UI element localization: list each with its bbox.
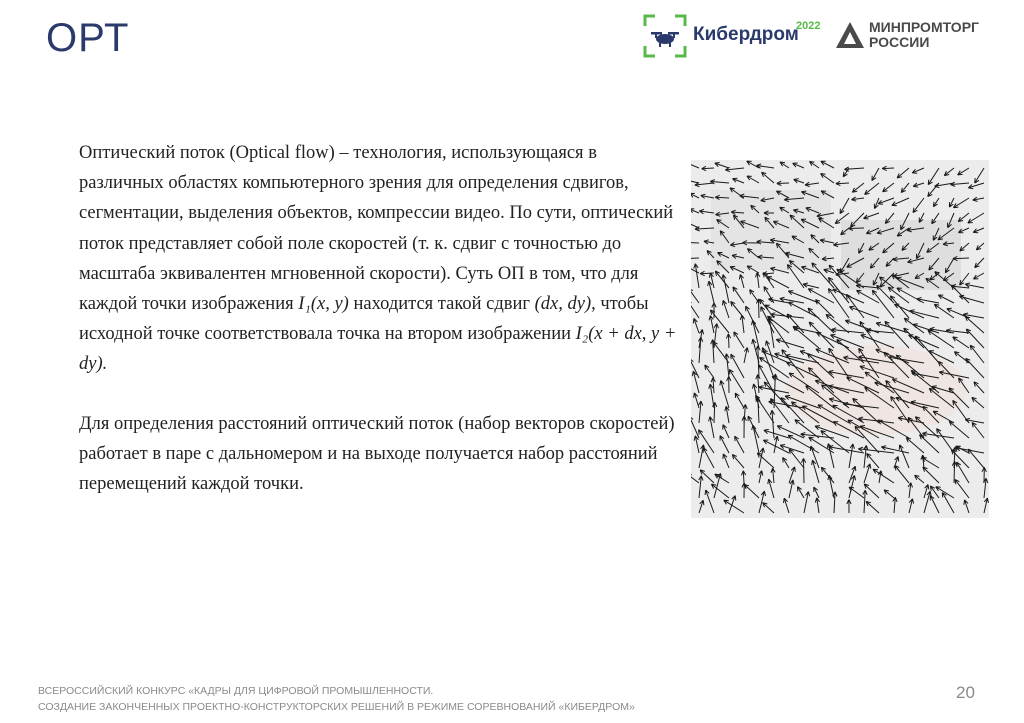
slide-body: [79, 138, 679, 499]
footer-line-2: СОЗДАНИЕ ЗАКОНЧЕННЫХ ПРОЕКТНО-КОНСТРУКТОРСКИХ РЕШЕНИЙ В РЕЖИМЕ СОРЕВНОВАНИЙ «КИБЕРДРОМ»: [38, 701, 635, 713]
paragraph-distance: Для определения расстояний оптический поток (набор векторов скоростей) работает в паре с дальномером и на выходе получается набор расстояний перемещений каждой точки.: [79, 413, 675, 495]
minpromtorg-line1: МИНПРОМТОРГ: [869, 19, 979, 35]
paragraph-optical-flow: Оптический поток (Optical flow) – технология, использующаяся в различных областях компьютерного зрения для определения сдвигов, сегментации, выделения объектов, компрессии видео. По сути, оптический поток представляет собой поле скоростей (т. к. сдвиг с точностью до масштаба эквивалентен мгновенной скорости). Суть ОП в том, что для каждой точки изображения I₁(x, y) находится такой сдвиг (dx, dy), чтобы исходной точке соответствовала точка на втором изображении I₂(x + dx, y + dy).: [79, 143, 677, 375]
formula-shift: (dx, dy): [534, 294, 592, 315]
minpromtorg-emblem-icon: [835, 20, 865, 50]
formula-i2: I₂(x + dx, y + dy).: [79, 324, 677, 375]
kiberdrom-name: Кибердром: [693, 24, 799, 45]
footer-line-1: ВСЕРОССИЙСКИЙ КОНКУРС «КАДРЫ ДЛЯ ЦИФРОВОЙ ПРОМЫШЛЕННОСТИ.: [38, 685, 434, 697]
kiberdrom-year: 2022: [796, 20, 821, 32]
minpromtorg-line2: РОССИИ: [869, 34, 930, 50]
slide-title: ОРТ: [46, 16, 130, 60]
formula-i1: I₁(x, y): [298, 294, 349, 315]
footer: [38, 683, 635, 715]
kiberdrom-logo: [643, 14, 828, 58]
optical-flow-field-image: [691, 160, 989, 518]
minpromtorg-logo: [835, 20, 995, 56]
drone-icon: [643, 14, 687, 58]
page-number: 20: [956, 683, 975, 702]
